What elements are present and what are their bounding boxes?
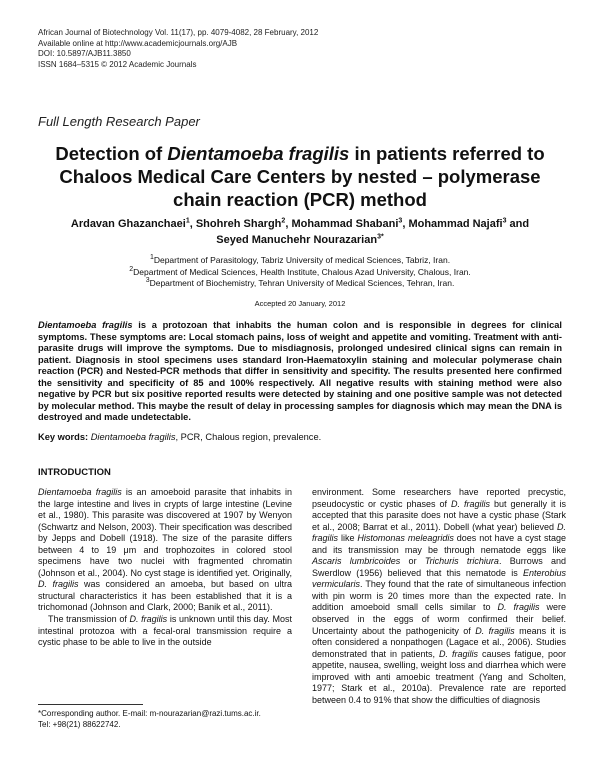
body-text: environment. Some researchers have reported precystic, pseudocystic or cystic phases of <box>312 487 566 509</box>
journal-citation: African Journal of Biotechnology Vol. 11(17), pp. 4079-4082, 28 February, 2012 <box>38 28 319 37</box>
author-affiliation-mark: 3 <box>502 217 507 225</box>
body-text: causes fatigue, poor appetite, nausea, swelling, weight loss and diarrhea which were improved with anti amoebic treatment (Yang and Scholten, 1977; Stark et al., 2010a). Prevalence rate are reported between 0.4 to 91% that show the difficulties of diagnosis <box>312 648 566 705</box>
body-column-left <box>38 487 292 649</box>
author: Shohreh Shargh <box>195 218 282 230</box>
author-affiliation-mark: 1 <box>185 217 190 225</box>
author-affiliation-mark: 2 <box>281 217 286 225</box>
affiliation-line <box>38 267 562 279</box>
affiliations <box>38 255 562 290</box>
corresponding-author: *Corresponding author. E-mail: m-nourazarian@razi.tums.ac.ir. <box>38 709 261 718</box>
body-text: is unknown until this day. Most intestinal protozoa with a fecal-oral transmission require a cystic phase to be able to live in the outside <box>38 614 292 648</box>
abstract-text: is a protozoan that inhabits the human colon and is responsible in degrees for clinical symptoms. These symptoms are: Local stomach pains, loss of weight and appetite and vomiting. Treatment with anti-parasite drugs will improve the symptoms. Due to misdiagnosis, prolonged undesired clinical signs can remain in patient. Diagnosis in stool specimens uses standard Iron-Haematoxylin staining and molecular polymerase chain reaction (PCR) and Nested-PCR methods that differ in sensitivity and specifity. The results presented here confirmed the sensitivity and specificity of 85 and 100% respectively. All negative results with staining method were also negative by PCR but six positive reported results were detected by staining and one positive sample was not detected by molecular method. This maybe the result of delay in processing samples for diagnosis which may mean the DNA is destroyed and made undetectable. <box>38 320 562 422</box>
body-text: The transmission of <box>48 614 130 625</box>
author-affiliation-mark: 3* <box>377 233 384 241</box>
keywords-rest: , PCR, Chalous region, prevalence. <box>175 432 322 442</box>
affiliation-line <box>38 255 562 267</box>
keywords-label: Key words: <box>38 432 89 442</box>
section-heading-introduction: INTRODUCTION <box>38 467 111 478</box>
affiliation-text: Department of Medical Sciences, Health Institute, Chalous Azad University, Chalous, Iran. <box>133 266 471 277</box>
author-separator: and <box>506 218 530 230</box>
species-name: D. fragilis <box>475 625 515 636</box>
article-type: Full Length Research Paper <box>38 114 200 129</box>
abstract-species: Dientamoeba fragilis <box>38 320 133 330</box>
body-text: is an amoeboid parasite that inhabits in the large intestine and lives in crypts of large intestine (Levine et al., 1980). This parasite was discovered at 1907 by Wenyon (Schwartz and Nelson, 2003). Their specification was described by Jepps and Dobell (1918). The size of the parasite differs between 4 to 19 μm and trophozoites in colored stool specimens have two nuclei with fragmented chromatin (Johnson et al., 2004). No cyst stage is identified yet. Originally, <box>38 487 292 578</box>
paragraph <box>38 614 292 649</box>
title-pre: Detection of <box>55 143 168 164</box>
journal-issn: ISSN 1684–5315 © 2012 Academic Journals <box>38 59 197 69</box>
species-name: D. fragilis <box>451 498 490 509</box>
author: Ardavan Ghazanchaei <box>70 218 186 230</box>
species-name: D. fragilis <box>497 602 540 613</box>
species-name: Enterobius vermicularis <box>312 567 566 590</box>
footnote-divider <box>38 704 143 705</box>
author: Mohammad Najafi <box>408 218 503 230</box>
affiliation-number: 2 <box>129 265 134 273</box>
author-separator: , <box>189 218 196 230</box>
keywords <box>38 432 562 444</box>
body-text: but generally it is accepted that this parasite does not have a cystic phase (Stark et al., 2008; Barrat et al., 2011). Dobell (what year) believed <box>312 498 566 532</box>
species-name: Ascaris lumbricoides <box>312 556 401 567</box>
author: Seyed Manuchehr Nourazarian <box>216 234 378 246</box>
body-text: means it is often considered a nonpathogen (Lagace et al., 2006). Studies demonstrated that in patients, <box>312 625 566 659</box>
accepted-date: Accepted 20 January, 2012 <box>254 299 346 308</box>
body-column-right <box>312 487 566 706</box>
species-name: D. fragilis <box>38 579 79 590</box>
species-name: D. fragilis <box>312 521 566 544</box>
footnote <box>38 708 261 730</box>
journal-online-url: Available online at http://www.academicjournals.org/AJB <box>38 38 238 48</box>
author-affiliation-mark: 3 <box>398 217 403 225</box>
abstract <box>38 320 562 424</box>
affiliation-number: 1 <box>149 254 154 262</box>
body-text: like <box>338 533 358 544</box>
author-separator: , <box>402 218 409 230</box>
body-text: . Burrows and Swerdlow (1956) believed that this nematode is <box>312 556 566 578</box>
species-name: D. fragilis <box>129 614 168 625</box>
species-name: D. fragilis <box>439 648 478 659</box>
title-post: in patients referred to Chaloos Medical Care Centers by nested – polymerase chain reaction (PCR) method <box>59 143 545 210</box>
body-text: was considered an amoeba, but based on ultra structural characteristics it has been established that it is a trichomonad (Johnson and Clark, 2000; Banik et al., 2011). <box>38 579 292 613</box>
author: Mohammad Shabani <box>291 218 399 230</box>
affiliation-line <box>38 278 562 290</box>
journal-doi: DOI: 10.5897/AJB11.3850 <box>38 49 131 59</box>
affiliation-number: 3 <box>145 277 150 285</box>
body-text: does not have a cyst stage and its transmission may be through nematode eggs like <box>312 533 566 555</box>
species-name: Trichuris trichiura <box>424 556 499 567</box>
body-text: or <box>400 556 425 567</box>
paragraph <box>312 487 566 706</box>
body-text: were observed in the eggs of worm confirmed their belief. Uncertainty about the pathogenicity of <box>312 602 566 636</box>
affiliation-text: Department of Parasitology, Tabriz University of medical Sciences, Tabriz, Iran. <box>153 255 451 265</box>
species-name: Dientamoeba fragilis <box>38 487 122 497</box>
author-list <box>38 216 562 248</box>
author-separator: , <box>285 218 292 230</box>
species-name: Histomonas meleagridis <box>357 533 454 544</box>
journal-header <box>38 28 318 70</box>
paragraph <box>38 487 292 614</box>
body-text: . They found that the rate of simultaneous infection with pin worm is 20 times more than the expected rate. In addition amoeboid small cells similar to <box>312 579 566 613</box>
keywords-species: Dientamoeba fragilis <box>90 432 176 442</box>
author-telephone: Tel: +98(21) 88622742. <box>38 720 121 729</box>
title-species: Dientamoeba fragilis <box>167 143 350 164</box>
affiliation-text: Department of Biochemistry, Tehran University of Medical Sciences, Tehran, Iran. <box>149 278 455 288</box>
paper-title <box>38 142 562 211</box>
